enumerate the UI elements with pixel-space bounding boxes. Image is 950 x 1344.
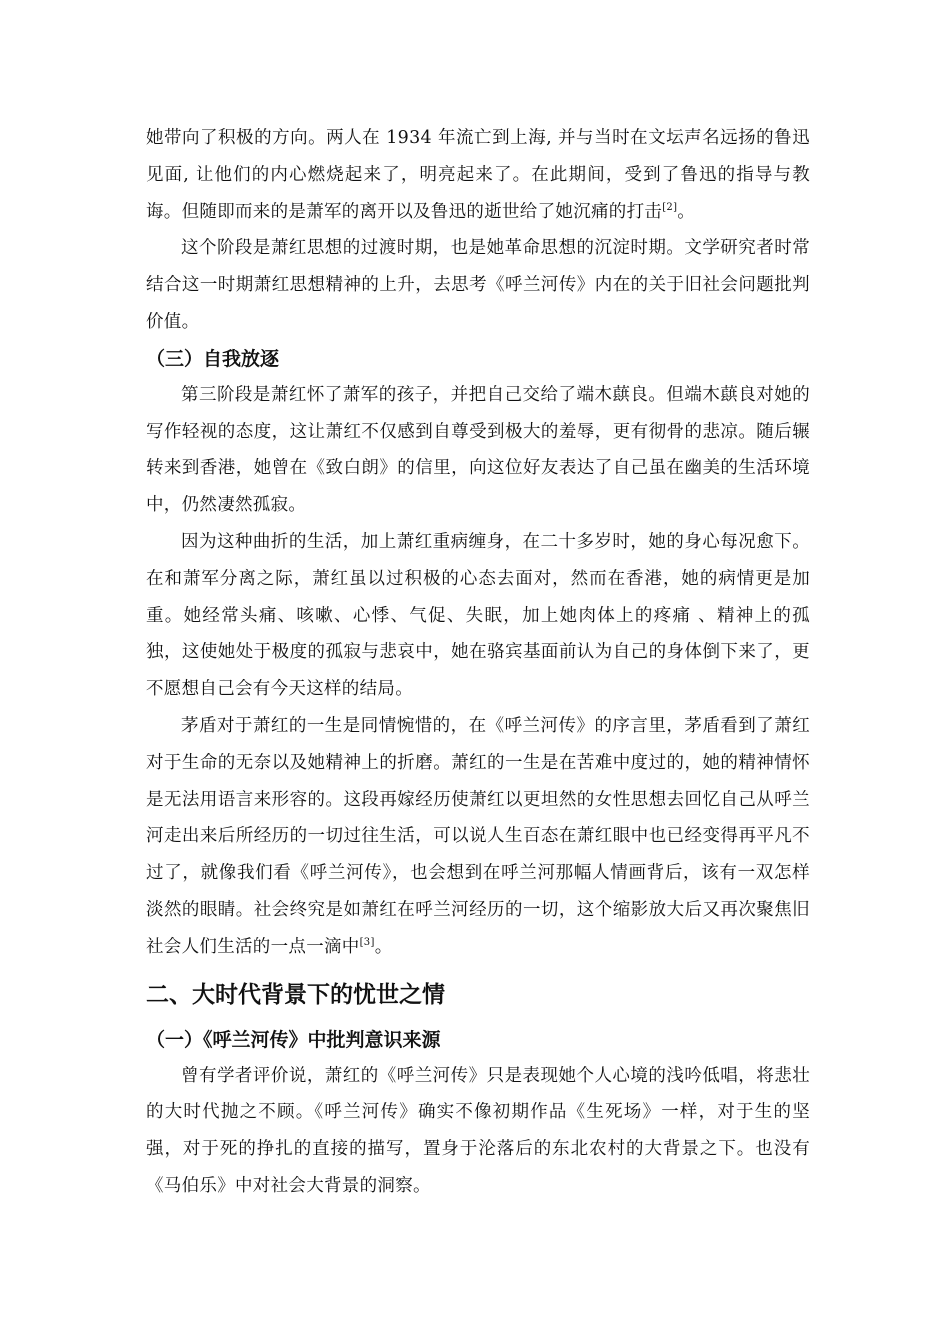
citation-2: [2]	[662, 201, 678, 213]
document-page	[146, 120, 810, 1205]
paragraph-6: 曾有学者评价说，萧红的《呼兰河传》只是表现她个人心境的浅吟低唱，将悲壮的大时代抛之不顾。《呼兰河传》确实不像初期作品《生死场》一样，对于生的坚强，对于死的挣扎的直接的描写，置身于沦落后的东北农村的大背景之下。也没有《马伯乐》中对社会大背景的洞察。	[146, 1065, 810, 1196]
paragraph-5-end: 。	[374, 936, 393, 957]
section-heading-critical-awareness: （一）《呼兰河传》中批判意识来源	[146, 1028, 441, 1051]
paragraph-3: 第三阶段是萧红怀了萧军的孩子，并把自己交给了端木蕻良。但端木蕻良对她的写作轻视的态度，这让萧红不仅感到自尊受到极大的羞辱，更有彻骨的悲凉。随后辗转来到香港，她曾在《致白朗》的信里，向这位好友表达了自己虽在幽美的生活环境中，仍然凄然孤寂。	[146, 384, 810, 516]
paragraph-1-end: 。	[677, 201, 696, 222]
citation-3: [3]	[359, 936, 375, 948]
paragraph-5-text: 茅盾对于萧红的一生是同情惋惜的，在《呼兰河传》的序言里，茅盾看到了萧红对于生命的无奈以及她精神上的折磨。萧红的一生是在苦难中度过的，她的精神情怀是无法用语言来形容的。这段再嫁经历使萧红以更坦然的女性思想去回忆自己从呼兰河走出来后所经历的一切过往生活，可以说人生百态在萧红眼中也已经变得再平凡不过了，就像我们看《呼兰河传》，也会想到在呼兰河那幅人情画背后，该有一双怎样淡然的眼睛。社会终究是如萧红在呼兰河经历的一切，这个缩影放大后又再次聚焦旧社会人们生活的一点一滴中	[146, 715, 810, 957]
paragraph-1-text: 她带向了积极的方向。两人在 1934 年流亡到上海, 并与当时在文坛声名远扬的鲁迅见面, 让他们的内心燃烧起来了，明亮起来了。在此期间，受到了鲁迅的指导与教诲。但随即而来的是萧军的离开以及鲁迅的逝世给了她沉痛的打击	[146, 128, 810, 222]
paragraph-4: 因为这种曲折的生活，加上萧红重病缠身，在二十多岁时，她的身心每况愈下。在和萧军分离之际，萧红虽以过积极的心态去面对，然而在香港，她的病情更是加重。她经常头痛、咳嗽、心悸、气促、失眠，加上她肉体上的疼痛 、精神上的孤独，这使她处于极度的孤寂与悲哀中，她在骆宾基面前认为自己的身体倒下来了，更不愿想自己会有今天这样的结局。	[146, 531, 810, 700]
paragraph-1	[146, 120, 810, 230]
paragraph-2: 这个阶段是萧红思想的过渡时期，也是她革命思想的沉淀时期。文学研究者时常结合这一时期萧红思想精神的上升，去思考《呼兰河传》内在的关于旧社会问题批判价值。	[146, 238, 810, 332]
chapter-heading-era-background: 二、大时代背景下的忧世之情	[146, 981, 445, 1008]
paragraph-5	[146, 708, 810, 966]
section-heading-self-exile: （三）自我放逐	[146, 347, 280, 370]
